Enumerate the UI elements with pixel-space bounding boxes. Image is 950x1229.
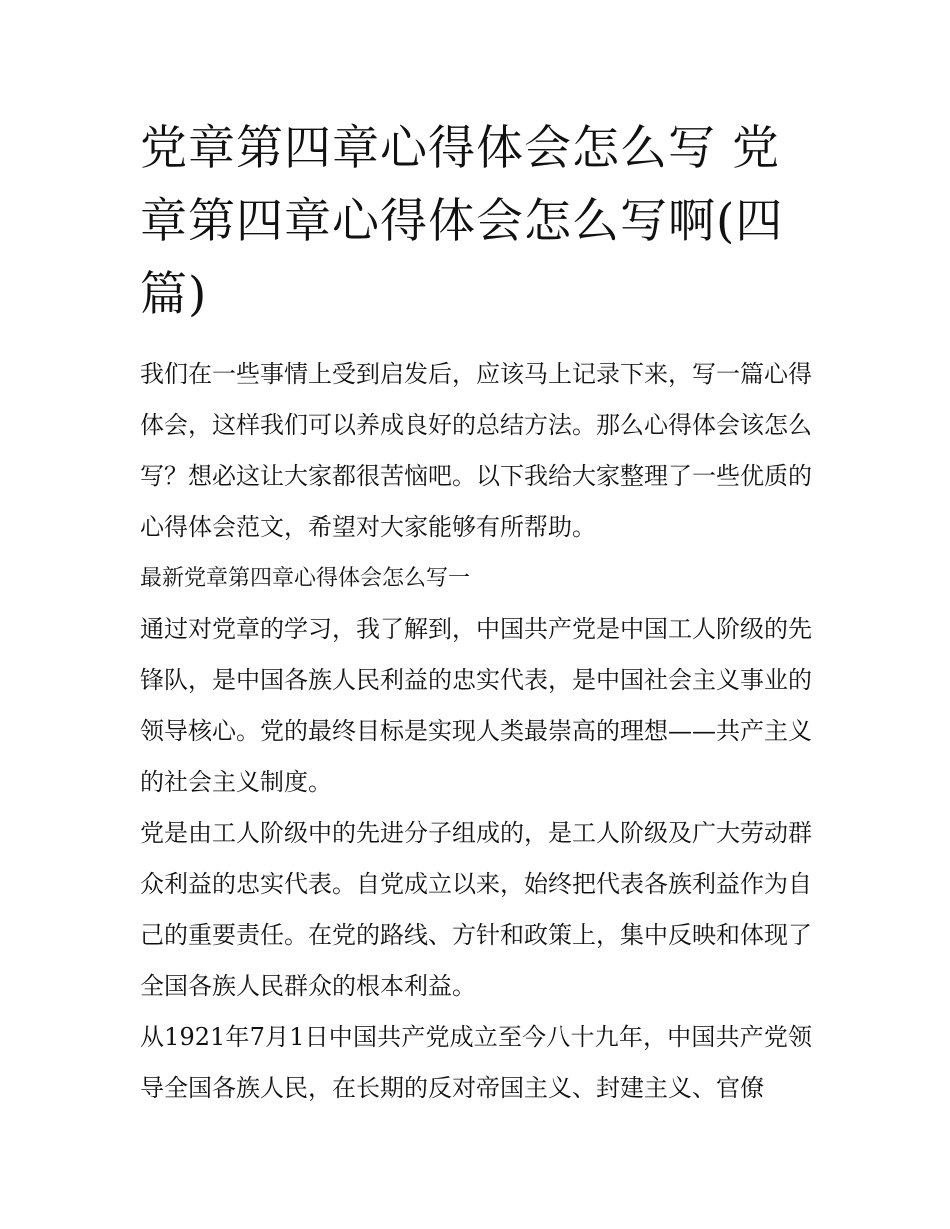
document-title: 党章第四章心得体会怎么写 党章第四章心得体会怎么写啊(四篇) xyxy=(140,121,784,322)
section-heading: 最新党章第四章心得体会怎么写一 xyxy=(140,566,471,591)
intro-paragraph: 我们在一些事情上受到启发后，应该马上记录下来，写一篇心得体会，这样我们可以养成良好的总结方法。那么心得体会该怎么写？想必这让大家都很苦恼吧。以下我给大家整理了一些优质的心得体会范文，希望对大家能够有所帮助。 xyxy=(140,360,812,541)
document-page xyxy=(140,112,812,1114)
body-paragraph-3: 从1921年7月1日中国共产党成立至今八十九年，中国共产党领导全国各族人民，在长期的反对帝国主义、封建主义、官僚 xyxy=(140,1023,812,1102)
body-paragraph-2: 党是由工人阶级中的先进分子组成的，是工人阶级及广大劳动群众利益的忠实代表。自党成立以来，始终把代表各族利益作为自己的重要责任。在党的路线、方针和政策上，集中反映和体现了全国各族人民群众的根本利益。 xyxy=(140,819,812,1000)
body-paragraph-1: 通过对党章的学习，我了解到，中国共产党是中国工人阶级的先锋队，是中国各族人民利益的忠实代表，是中国社会主义事业的领导核心。党的最终目标是实现人类最崇高的理想——共产主义的社会主义制度。 xyxy=(140,615,812,796)
